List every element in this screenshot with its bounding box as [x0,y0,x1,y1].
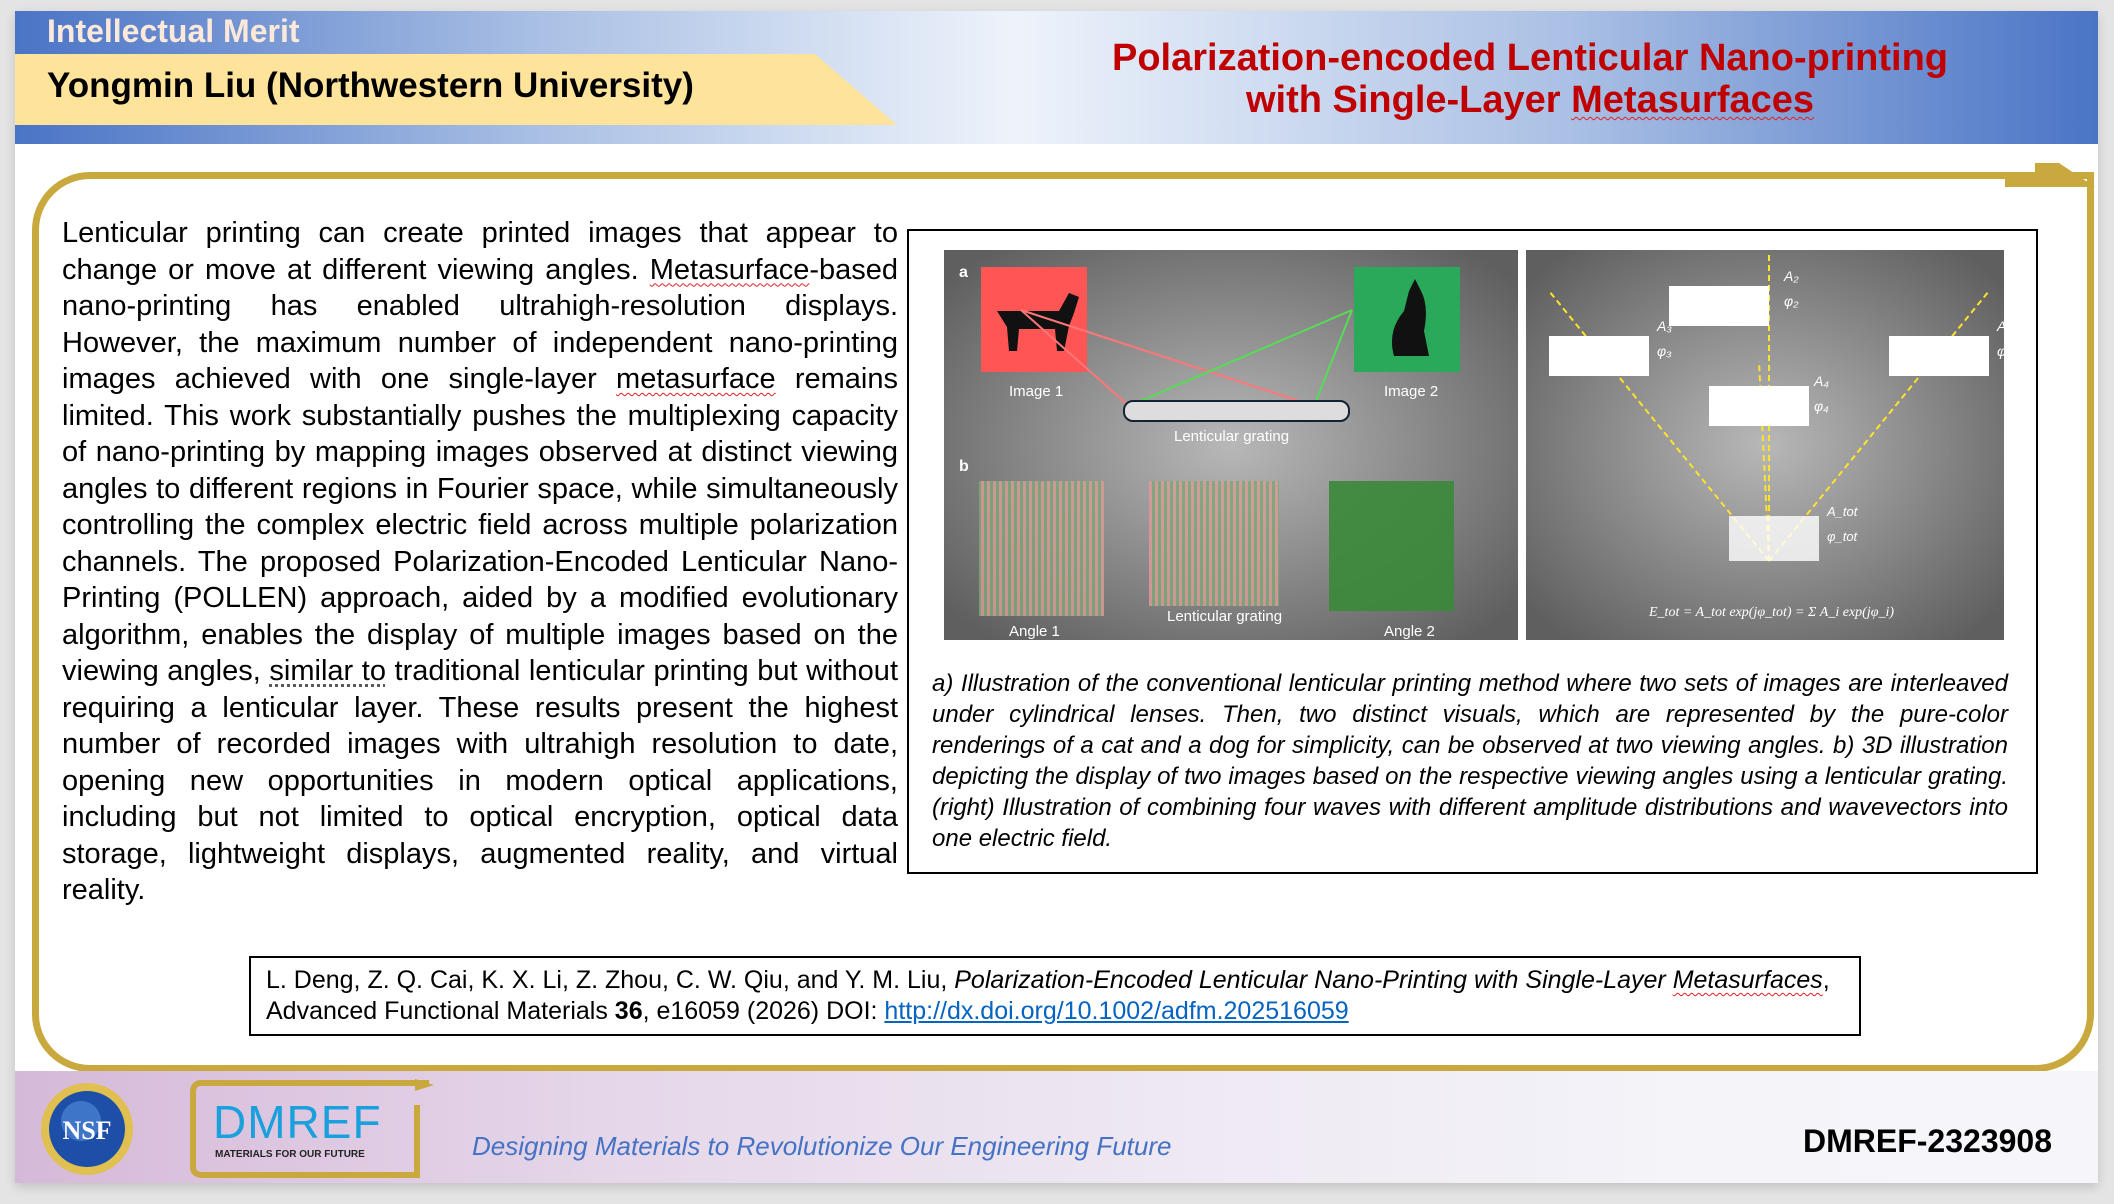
citation-title: Metasurfaces [1672,966,1823,994]
dmref-logo [189,1079,434,1179]
header-band [15,11,2098,144]
label-phitot: φ_tot [1827,529,1858,544]
label-phi4: φ₄ [1814,398,1829,414]
title-text: with Single-Layer [1245,79,1572,121]
label-Atot: A_tot [1827,504,1858,519]
body-text: traditional lenticular printing but without requiring a lenticular layer. These results present the highest number of recorded images with ultrahigh resolution to date, opening new opportunities in modern optical applications, including but not limited to optical encryption, optical data storage, lightweight displays, augmented reality, and virtual reality. [62,655,898,906]
nsf-logo [37,1079,137,1179]
tagline: Designing Materials to Revolutionize Our Engineering Future [472,1131,1172,1161]
lenticular-grating-icon [1124,401,1349,421]
equation: E_tot = A_tot exp(jφ_tot) = Σ A_i exp(jφ_i) [1649,605,1895,620]
label-image2: Image 2 [1384,383,1439,400]
label-a: a [959,264,968,281]
citation-text: , Advanced Functional Materials [266,966,1830,1025]
gold-arrow-icon [2005,151,2095,196]
author-name: Yongmin Liu (Northwestern University) [47,66,694,105]
label-phi1: φ₁ [1997,343,2011,359]
slide [15,11,2098,1183]
body-text: similar to [269,655,386,687]
body-text: -based nano-printing has enabled ultrahigh-resolution displays. However, the maximum number of independent nano-printing images achieved with one single-layer [62,253,898,395]
label-b: b [959,458,969,475]
body-text: Lenticular printing can create printed images that appear to change or move at different viewing angles. [62,217,898,286]
body-text: metasurface [616,363,776,395]
nsf-text: NSF [62,1116,112,1145]
label-grating-b: Lenticular grating [1167,608,1283,625]
citation-text: L. Deng, Z. Q. Cai, K. X. Li, Z. Zhou, C. W. Qiu, and Y. M. Liu, [266,966,955,994]
footer [15,1071,2098,1183]
body-text: Metasurface [649,253,810,286]
doi-link[interactable]: http://dx.doi.org/10.1002/adfm.202516059 [884,997,1349,1025]
citation-volume: 36 [614,997,643,1025]
slide-title [1015,37,2045,121]
label-image1: Image 1 [1009,383,1064,400]
figure-box [907,229,2038,874]
label-phi2: φ₂ [1784,293,1799,309]
label-angle1: Angle 1 [1009,623,1060,640]
figure-caption: a) Illustration of the conventional lenticular printing method where two sets of images are interleaved under cylindrical lenses. Then, two distinct visuals, which are represented by the pure-color renderings of a cat and a dog for simplicity, can be observed at two viewing angles. b) 3D illustration depicting the display of two images based on the respective viewing angles using a lenticular grating. (right) Illustration of combining four waves with different amplitude distributions and wavevectors into one electric field. [932,670,2008,852]
title-text-spellcheck: Metasurfaces [1571,79,1815,121]
citation-box [249,956,1861,1036]
label-A1: A₁ [1997,318,2011,334]
dmref-text: DMREF [213,1096,382,1148]
label-angle2: Angle 2 [1384,623,1435,640]
figure-image [909,231,2036,651]
body-paragraph [62,215,898,909]
label-grating: Lenticular grating [1174,428,1290,445]
title-line-2 [1015,79,2045,121]
label-A3: A₃ [1657,318,1672,334]
body-text: remains limited. This work substantially pushes the multiplexing capacity of nano-printing by mapping images observed at distinct viewing angles to different regions in Fourier space, while simultaneously controlling the complex electric field across multiple polarization channels. The proposed Polarization-Encoded Lenticular Nano-Printing (POLLEN) approach, aided by a modified evolutionary algorithm, enables the display of multiple images based on the viewing angles, [62,363,898,687]
section-label: Intellectual Merit [47,13,300,49]
citation-title: Polarization-Encoded Lenticular Nano-Printing with Single-Layer [954,966,1673,994]
dmref-subtitle: MATERIALS FOR OUR FUTURE [215,1149,365,1160]
title-line-1: Polarization-encoded Lenticular Nano-printing [1111,37,1949,79]
label-A4: A₄ [1814,373,1829,389]
citation-text: , e16059 (2026) DOI: [642,997,885,1025]
label-phi3: φ₃ [1657,343,1672,359]
label-A2: A₂ [1784,268,1799,284]
grant-number: DMREF-2323908 [1803,1123,2052,1159]
